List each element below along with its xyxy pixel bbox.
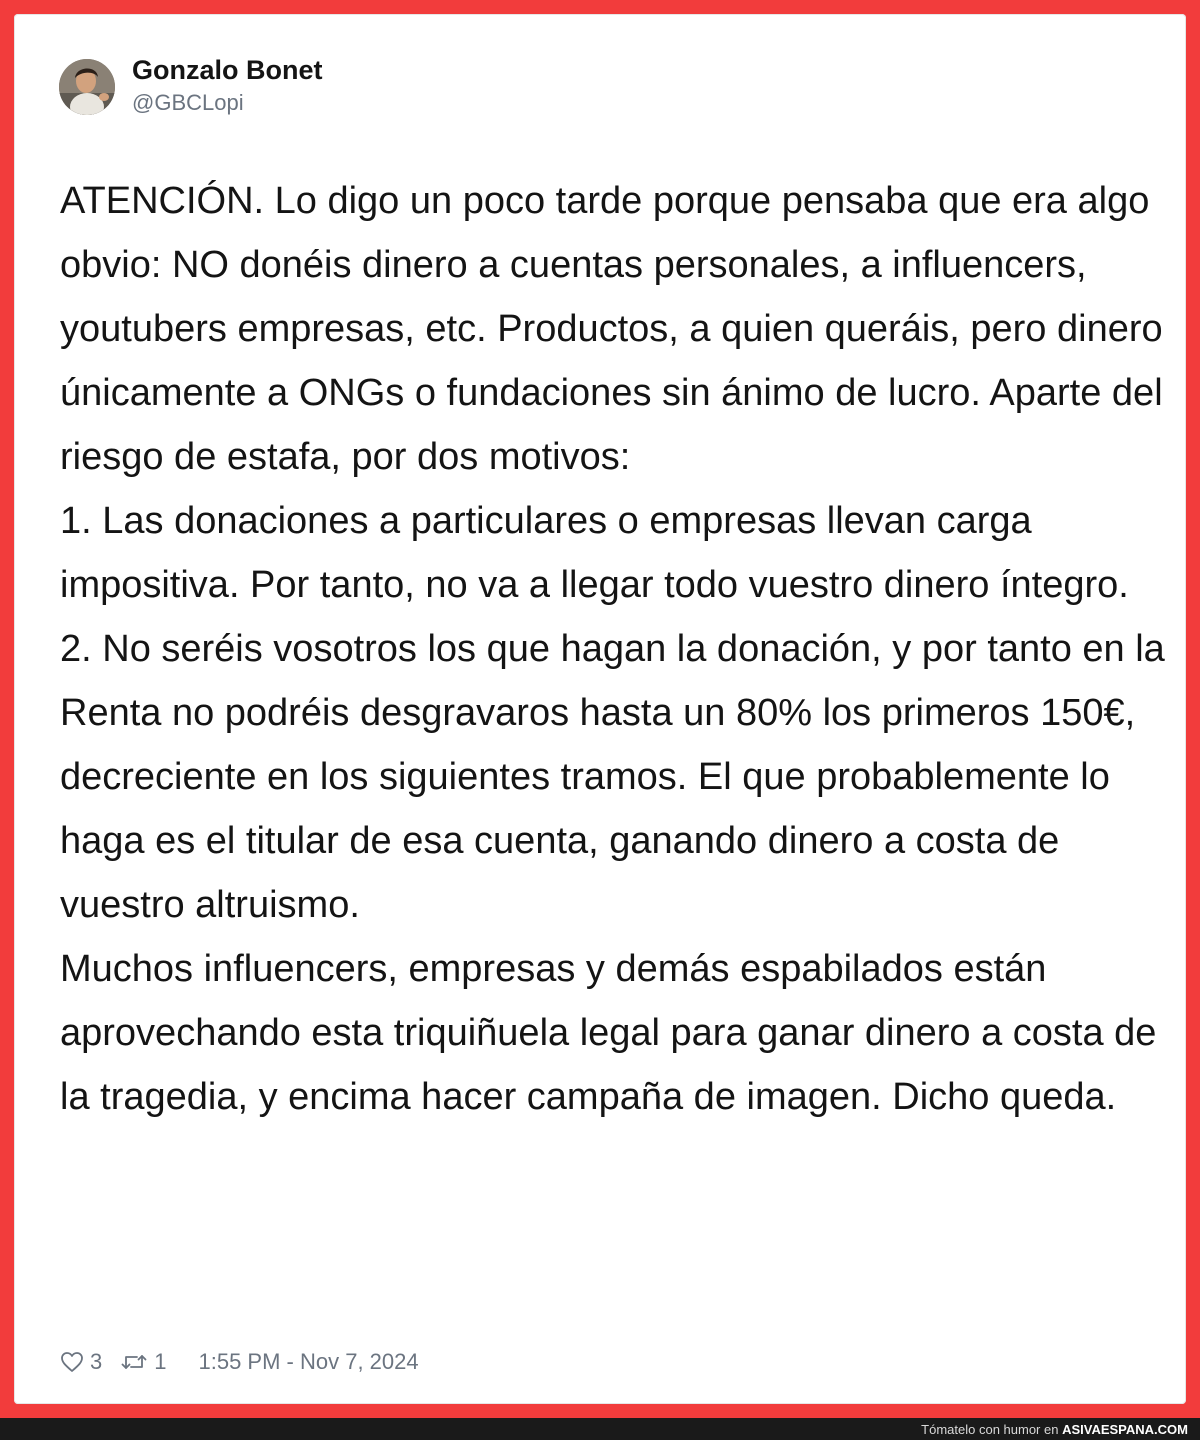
tweet-card — [14, 14, 1186, 1404]
avatar[interactable] — [59, 59, 115, 115]
retweet-icon[interactable] — [120, 1351, 148, 1373]
tweet-footer — [60, 1347, 419, 1377]
like-count: 3 — [90, 1349, 103, 1374]
tweet-text: ATENCIÓN. Lo digo un poco tarde porque pensaba que era algo obvio: NO donéis dinero a cuentas personales, a influencers, youtubers empresas, etc. Productos, a quien queráis, pero dinero únicamente a ONGs o fundaciones sin ánimo de lucro. Aparte del riesgo de estafa, por dos motivos: 1. Las donaciones a particulares o empresas llevan carga impositiva. Por tanto, no va a llegar todo vuestro dinero íntegro. 2. No seréis vosotros los que hagan la donación, y por tanto en la Renta no podréis desgravaros hasta un 80% los primeros 150€, decreciente en los siguientes tramos. El que probablemente lo haga es el titular de esa cuenta, ganando dinero a costa de vuestro altruismo. Muchos influencers, empresas y demás espabilados están aprovechando esta triquiñuela legal para ganar dinero a costa de la tragedia, y encima hacer campaña de imagen. Dicho queda. — [60, 180, 1165, 1118]
site-watermark — [921, 1421, 1188, 1438]
author-handle[interactable]: @GBCLopi — [132, 90, 244, 115]
watermark-brand[interactable]: ASIVAESPANA.COM — [1062, 1422, 1188, 1437]
retweet-count: 1 — [154, 1349, 167, 1374]
watermark-prefix: Tómatelo con humor en — [921, 1422, 1059, 1437]
tweet-timestamp[interactable]: 1:55 PM - Nov 7, 2024 — [198, 1349, 419, 1374]
heart-icon[interactable] — [60, 1351, 84, 1373]
author-name[interactable]: Gonzalo Bonet — [132, 55, 323, 85]
